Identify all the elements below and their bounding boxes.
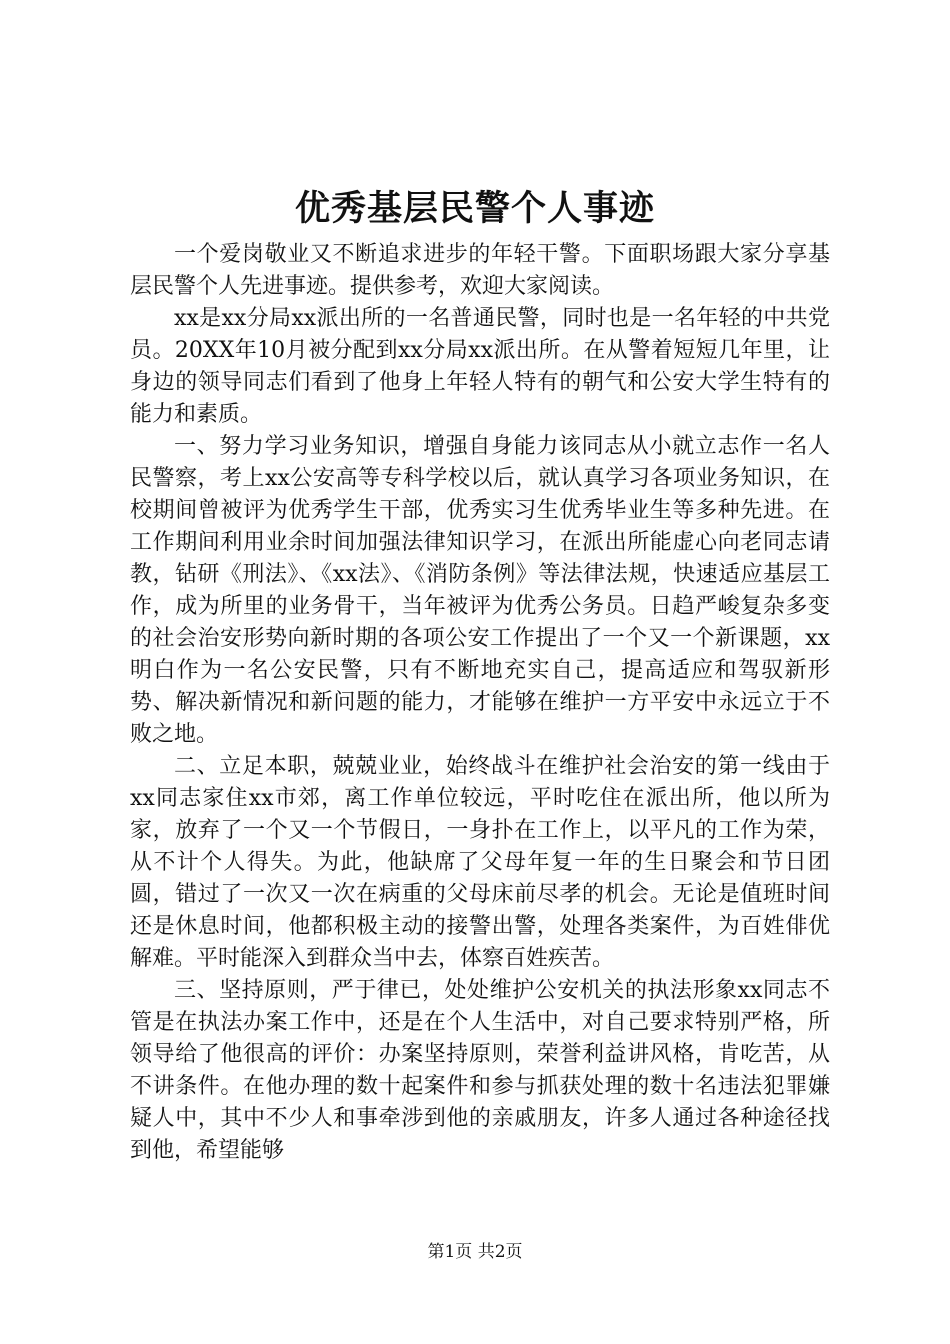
paragraph-section-three: 三、坚持原则，严于律已，处处维护公安机关的执法形象xx同志不管是在执法办案工作中，还是在个人生活中，对自己要求特别严格，所领导给了他很高的评价：办案坚持原则，荣誉利益讲风格，肯吃苦，从不讲条件。在他办理的数十起案件和参与抓获处理的数十名违法犯罪嫌疑人中，其中不少人和事牵涉到他的亲戚朋友，许多人通过各种途径找到他，希望能够 (130, 978, 830, 1163)
paragraph-background: xx是xx分局xx派出所的一名普通民警，同时也是一名年轻的中共党员。20XX年10月被分配到xx分局xx派出所。在从警着短短几年里，让身边的领导同志们看到了他身上年轻人特有的朝气和公安大学生特有的能力和素质。 (130, 306, 830, 427)
document-title: 优秀基层民警个人事迹 (294, 188, 655, 229)
paragraph-section-one: 一、努力学习业务知识，增强自身能力该同志从小就立志作一名人民警察，考上xx公安高等专科学校以后，就认真学习各项业务知识，在校期间曾被评为优秀学生干部，优秀实习生优秀毕业生等多种先进。在工作期间利用业余时间加强法律知识学习，在派出所能虚心向老同志请教，钻研《刑法》、《xx法》、《消防条例》等法律法规，快速适应基层工作，成为所里的业务骨干，当年被评为优秀公务员。日趋严峻复杂多变的社会治安形势向新时期的各项公安工作提出了一个又一个新课题，xx明白作为一名公安民警，只有不断地充实自己，提高适应和驾驭新形势、解决新情况和新问题的能力，才能够在维护一方平安中永远立于不败之地。 (130, 434, 830, 747)
paragraph-intro: 一个爱岗敬业又不断追求进步的年轻干警。下面职场跟大家分享基层民警个人先进事迹。提供参考，欢迎大家阅读。 (130, 242, 830, 299)
page-footer (0, 1240, 950, 1264)
paragraph-section-two: 二、立足本职，兢兢业业，始终战斗在维护社会治安的第一线由于xx同志家住xx市郊，离工作单位较远，平时吃住在派出所，他以所为家，放弃了一个又一个节假日，一身扑在工作上，以平凡的工作为荣，从不计个人得失。为此，他缺席了父母年复一年的生日聚会和节日团圆，错过了一次又一次在病重的父母床前尽孝的机会。无论是值班时间还是休息时间，他都积极主动的接警出警，处理各类案件，为百姓俳优解难。平时能深入到群众当中去，体察百姓疾苦。 (130, 754, 830, 971)
document-body (130, 239, 830, 1167)
page-number-indicator: 第1页 共2页 (427, 1242, 523, 1262)
